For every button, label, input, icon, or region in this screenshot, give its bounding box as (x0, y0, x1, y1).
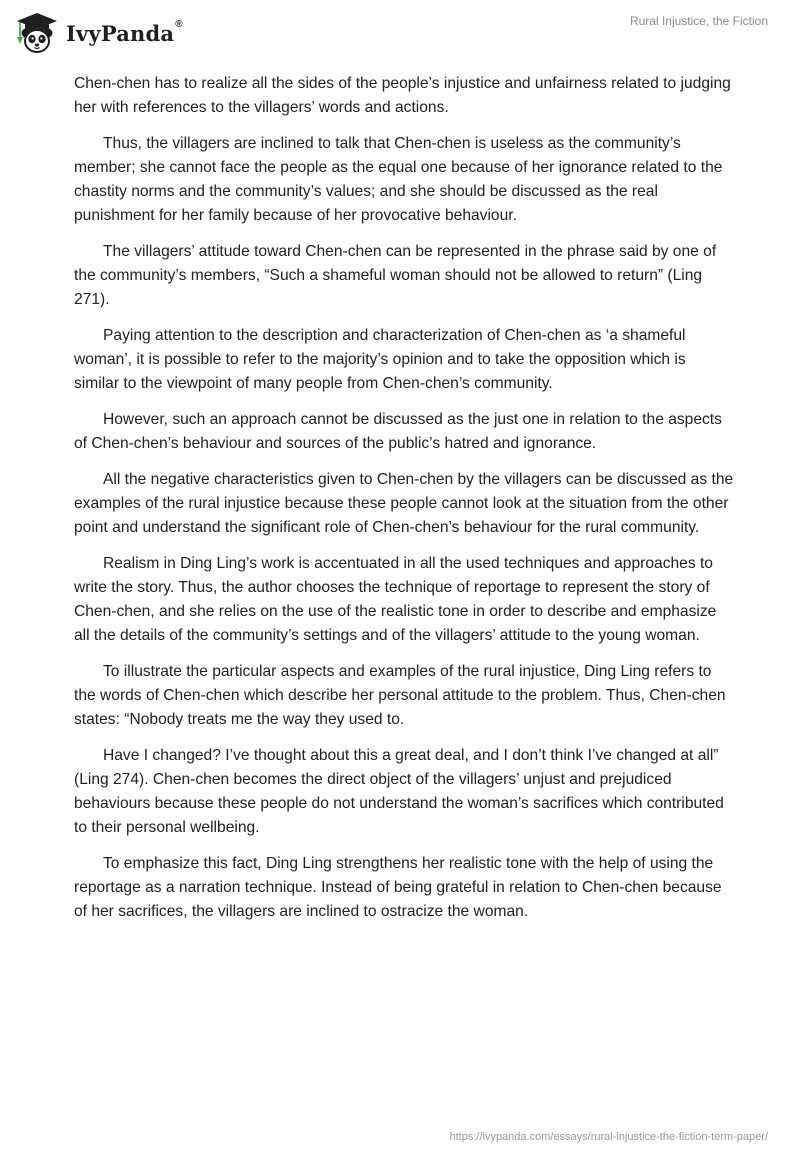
paragraph-9: Have I changed? I’ve thought about this a great deal, and I don’t think I’ve changed at all” (Ling 274). Chen-chen becomes the direct object of the villagers’ unjust and prejudiced behaviours because these people do not understand the woman’s sacrifices which contributed to their personal wellbeing. (74, 747, 724, 836)
paragraph-8: To illustrate the particular aspects and examples of the rural injustice, Ding Ling refers to the words of Chen-chen which describe her personal attitude to the problem. Thus, Chen-chen states: “Nobody treats me the way they used to. (74, 663, 726, 728)
document-title: Rural Injustice, the Fiction (629, 14, 768, 28)
paragraph-7: Realism in Ding Ling’s work is accentuated in all the used techniques and approaches to write the story. Thus, the author chooses the technique of reportage to represent the story of Chen-chen, and she relies on the use of the realistic tone in order to describe and emphasize all the details of the community’s settings and of the villagers’ attitude to the young woman. (74, 555, 717, 644)
paragraph-1: Chen-chen has to realize all the sides of the people’s injustice and unfairness related to judging her with references to the villagers’ words and actions. (74, 75, 731, 116)
brand-logo[interactable] (14, 8, 183, 58)
paragraph-6: All the negative characteristics given to Chen-chen by the villagers can be discussed as the examples of the rural injustice because these people cannot look at the situation from the other point and understand the significant role of Chen-chen’s behaviour for the rural community. (74, 471, 734, 536)
brand-name: IvyPanda® (66, 18, 183, 46)
paragraph-5: However, such an approach cannot be discussed as the just one in relation to the aspects of Chen-chen’s behaviour and sources of the public’s hatred and ignorance. (74, 411, 722, 452)
paragraph-4: Paying attention to the description and characterization of Chen-chen as ‘a shameful woman’, it is possible to refer to the majority’s opinion and to take the opposition which is similar to the viewpoint of many people from Chen-chen’s community. (74, 327, 686, 392)
source-url[interactable]: https://ivypanda.com/essays/rural-injustice-the-fiction-term-paper/ (449, 1131, 768, 1143)
registered-mark: ® (175, 18, 183, 30)
page-header (0, 0, 800, 70)
paragraph-3: The villagers’ attitude toward Chen-chen can be represented in the phrase said by one of the community’s members, “Such a shameful woman should not be allowed to return” (Ling 271). (74, 243, 717, 308)
paragraph-2: Thus, the villagers are inclined to talk that Chen-chen is useless as the community’s member; she cannot face the people as the equal one because of her ignorance related to the chastity norms and the community’s values; and she should be discussed as the real punishment for her family because of her provocative behaviour. (74, 135, 723, 224)
essay-body (74, 72, 734, 936)
panda-graduate-icon (14, 10, 60, 56)
paragraph-10: To emphasize this fact, Ding Ling strengthens her realistic tone with the help of using the reportage as a narration technique. Instead of being grateful in relation to Chen-chen because of her sacrifices, the villagers are inclined to ostracize the woman. (74, 855, 722, 920)
